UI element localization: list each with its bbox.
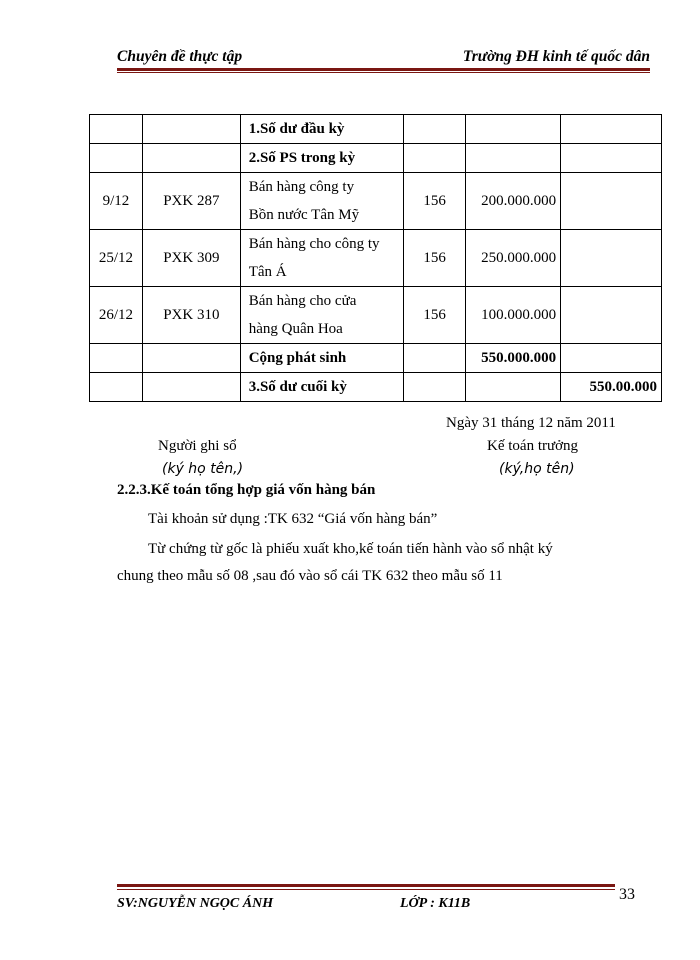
cell-description [240, 287, 404, 344]
cell-account: 156 [404, 230, 466, 287]
description-line: Bán hàng công ty [248, 179, 355, 195]
cell-credit: 550.00.000 [561, 373, 662, 402]
description-line: Cộng phát sinh [248, 350, 347, 366]
cell-description [240, 144, 404, 173]
cell-account [404, 373, 466, 402]
cell-debit: 100.000.000 [466, 287, 561, 344]
cell-description [240, 115, 404, 144]
cell-debit [466, 144, 561, 173]
ledger-row [90, 230, 662, 287]
description-line: Tân Á [248, 264, 287, 280]
footer-class: LỚP : K11B [400, 896, 471, 911]
cell-voucher [142, 344, 240, 373]
recorder-note: (ký họ tên,) [162, 461, 244, 477]
description-line: hàng Quân Hoa [248, 321, 343, 337]
cell-description [240, 344, 404, 373]
description-line: Bán hàng cho công ty [248, 236, 380, 252]
cell-description [240, 373, 404, 402]
description-line: 1.Số dư đầu kỳ [248, 121, 345, 137]
header-right-title: Trường ĐH kinh tế quốc dân [462, 48, 650, 65]
page-header [117, 44, 650, 72]
cell-credit [561, 287, 662, 344]
cell-account: 156 [404, 173, 466, 230]
cell-date: 25/12 [90, 230, 143, 287]
ledger-row [90, 115, 662, 144]
paragraph-line-1: Tài khoản sử dụng :TK 632 “Giá vốn hàng bán” [148, 511, 438, 527]
description-line: 3.Số dư cuối kỳ [248, 379, 347, 395]
cell-date [90, 344, 143, 373]
description-line: 2.Số PS trong kỳ [248, 150, 356, 166]
cell-voucher: PXK 309 [142, 230, 240, 287]
cell-debit: 550.000.000 [466, 344, 561, 373]
cell-credit [561, 173, 662, 230]
cell-date [90, 373, 143, 402]
header-rule-thin [117, 72, 650, 73]
cell-date: 9/12 [90, 173, 143, 230]
cell-description [240, 230, 404, 287]
cell-voucher: PXK 310 [142, 287, 240, 344]
footer-rule-thin [117, 889, 615, 890]
cell-date [90, 115, 143, 144]
ledger-body [90, 115, 662, 402]
cell-account [404, 115, 466, 144]
cell-date [90, 144, 143, 173]
cell-debit [466, 373, 561, 402]
paragraph-line-3: chung theo mẫu số 08 ,sau đó vào sổ cái TK 632 theo mẫu số 11 [117, 568, 503, 584]
description-line: Bán hàng cho cửa [248, 293, 357, 309]
cell-debit [466, 115, 561, 144]
cell-credit [561, 115, 662, 144]
footer-rule [117, 884, 615, 887]
signature-date: Ngày 31 tháng 12 năm 2011 [446, 415, 616, 431]
cell-voucher [142, 144, 240, 173]
cell-credit [561, 344, 662, 373]
ledger-table [89, 114, 662, 402]
cell-credit [561, 144, 662, 173]
ledger-row [90, 344, 662, 373]
cell-debit: 250.000.000 [466, 230, 561, 287]
header-left-title: Chuyên đề thực tập [117, 48, 243, 65]
ledger-row [90, 144, 662, 173]
cell-voucher: PXK 287 [142, 173, 240, 230]
cell-account [404, 144, 466, 173]
cell-voucher [142, 115, 240, 144]
accountant-note: (ký,họ tên) [499, 461, 575, 477]
cell-date: 26/12 [90, 287, 143, 344]
cell-account [404, 344, 466, 373]
cell-debit: 200.000.000 [466, 173, 561, 230]
cell-credit [561, 230, 662, 287]
ledger-row [90, 287, 662, 344]
cell-description [240, 173, 404, 230]
ledger-row [90, 373, 662, 402]
cell-account: 156 [404, 287, 466, 344]
description-line: Bồn nước Tân Mỹ [248, 207, 360, 223]
ledger-row [90, 173, 662, 230]
cell-voucher [142, 373, 240, 402]
section-heading: 2.2.3.Kế toán tổng hợp giá vốn hàng bán [117, 482, 376, 498]
recorder-title: Người ghi sổ [158, 438, 237, 454]
header-rule [117, 68, 650, 71]
page-footer [117, 884, 615, 914]
page-number: 33 [619, 886, 635, 903]
accountant-title: Kế toán trưởng [487, 438, 579, 454]
paragraph-line-2: Từ chứng từ gốc là phiếu xuất kho,kế toán tiến hành vào sổ nhật ký [148, 541, 553, 557]
footer-student: SV:NGUYỄN NGỌC ÁNH [117, 896, 274, 911]
